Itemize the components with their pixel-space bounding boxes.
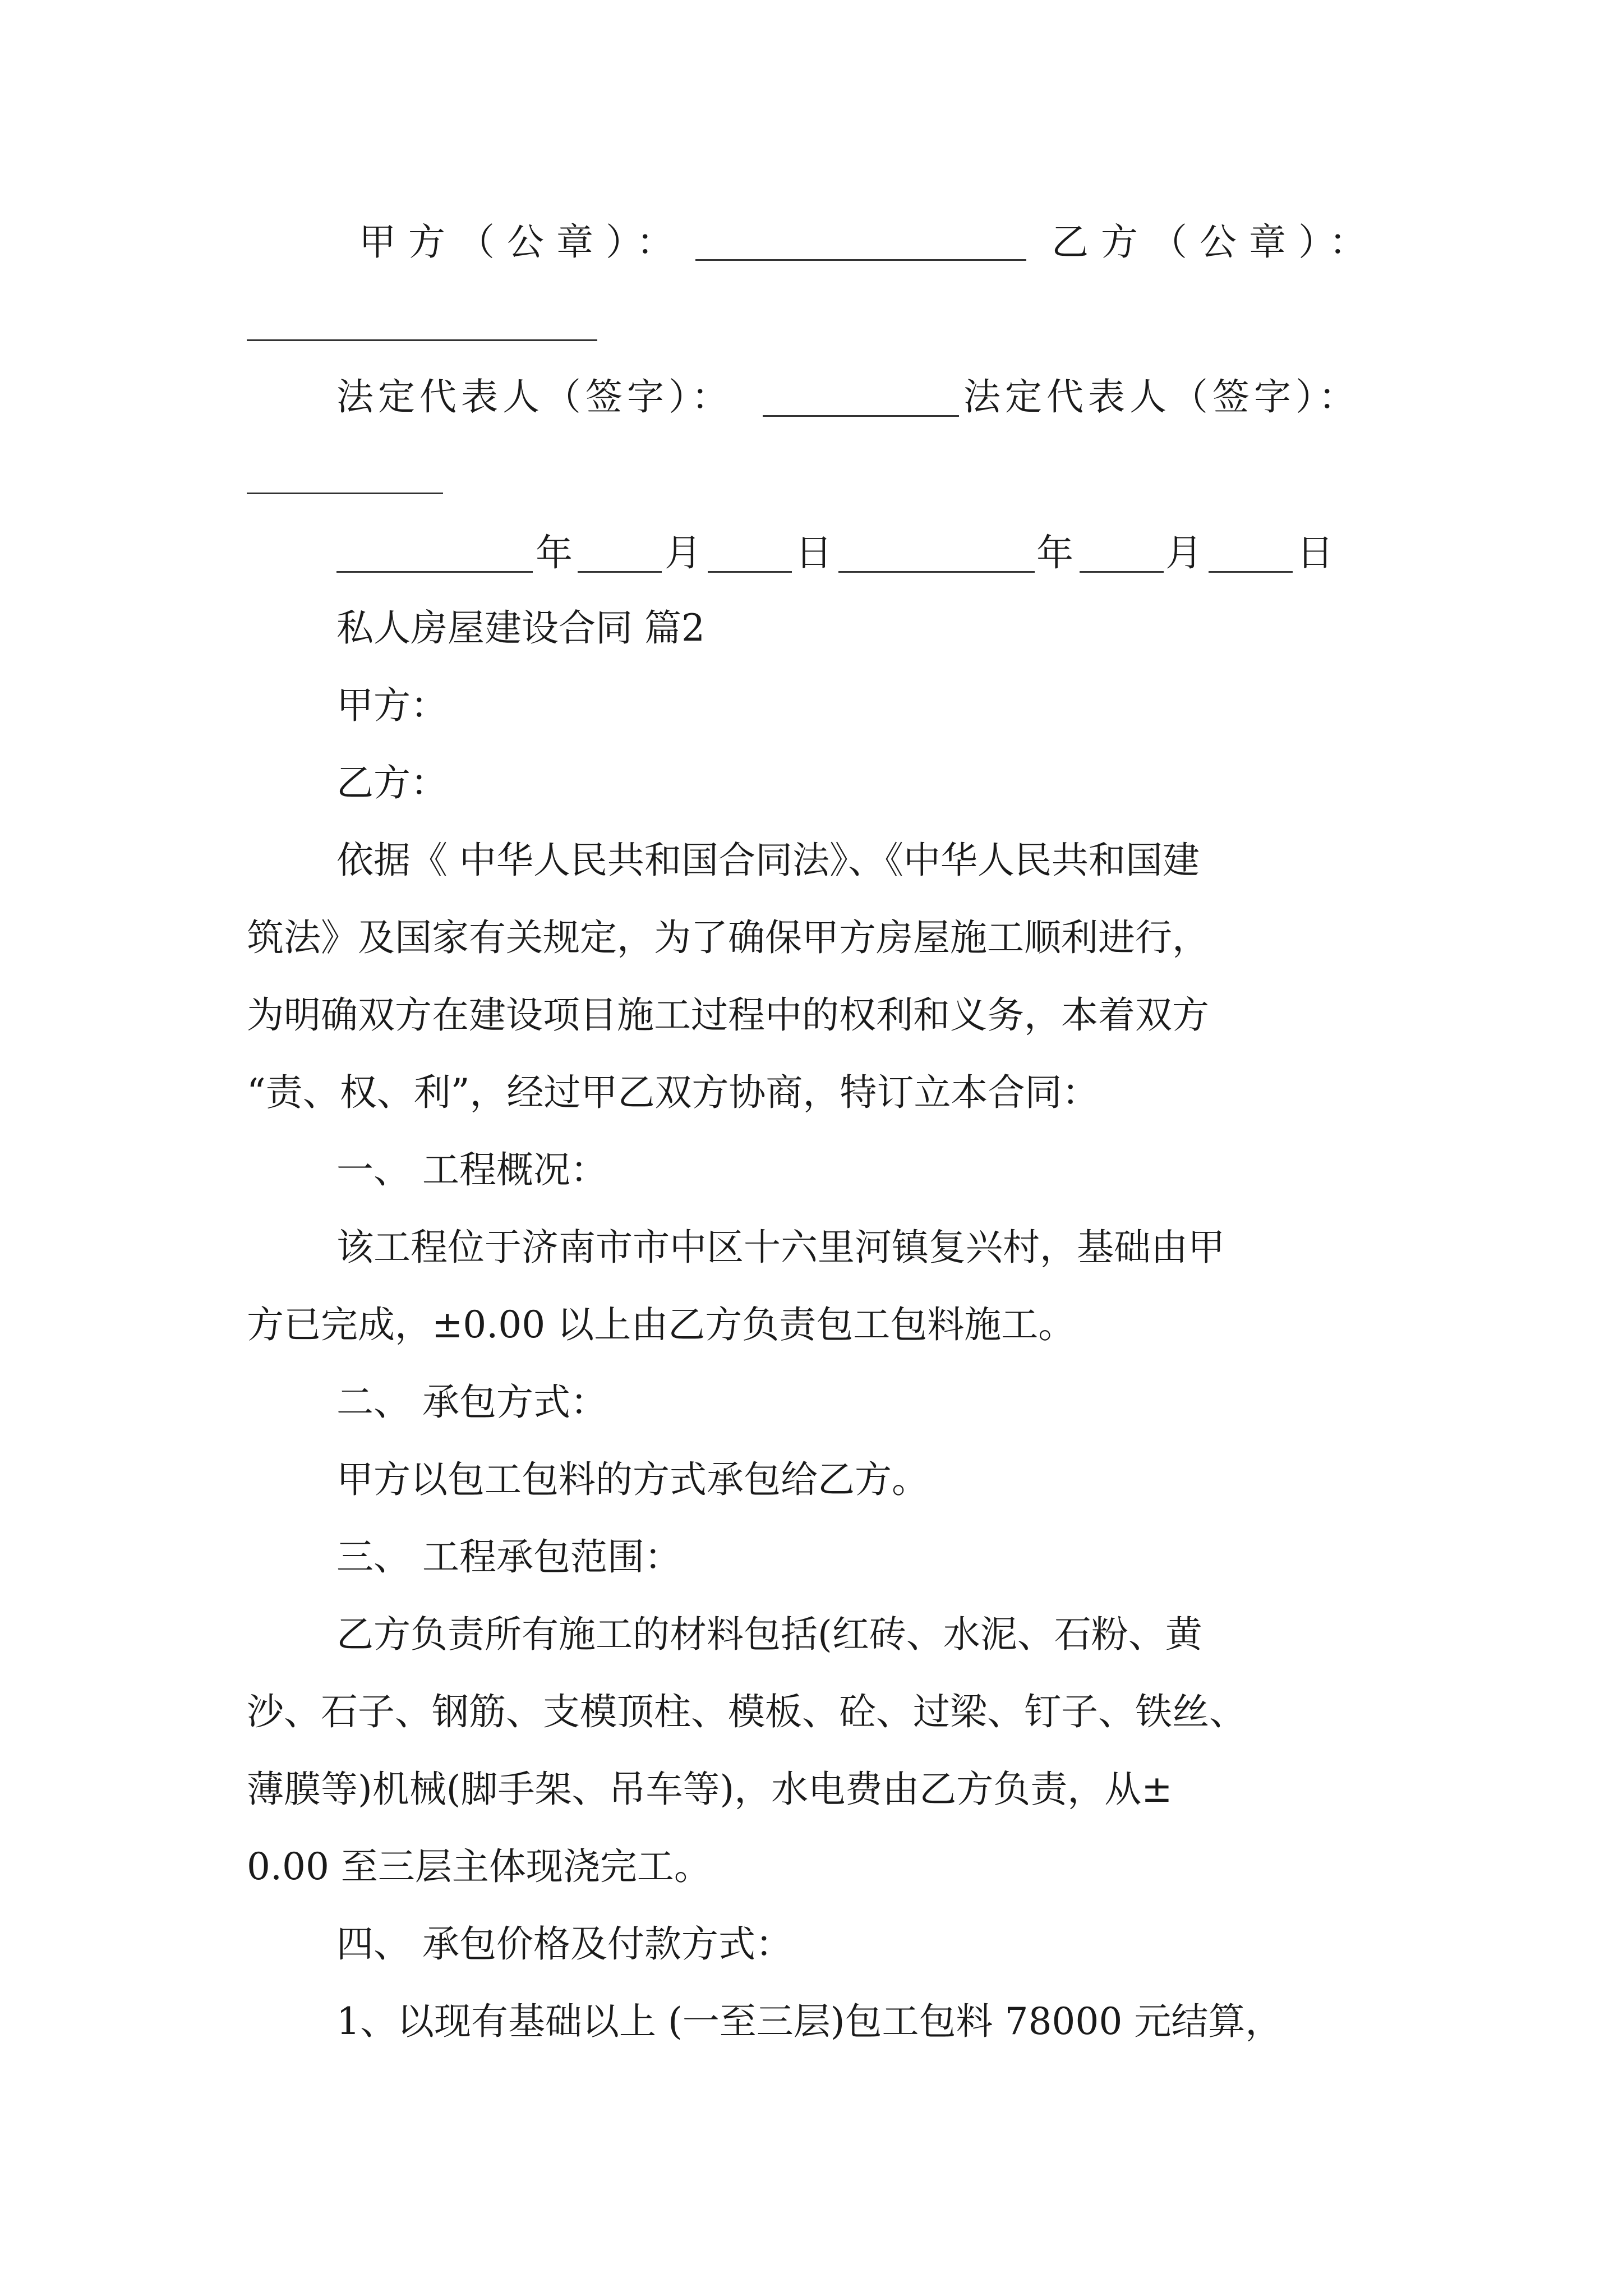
party-b-seal-label: 乙方（公章）： xyxy=(1052,220,1378,264)
section-3-line-2: 沙、石子、钢筋、支模顶柱、模板、砼、过梁、钉子、铁丝、 xyxy=(247,1690,1246,1733)
party-a-seal-label: 甲方（公章）： xyxy=(359,220,686,264)
intro-line-3: 为明确双方在建设项目施工过程中的权利和义务，本着双方 xyxy=(247,993,1209,1037)
party-a-line: 甲方： xyxy=(336,684,448,727)
date-a-day-blank[interactable] xyxy=(708,571,792,573)
date-a-month-blank[interactable] xyxy=(578,571,662,573)
rep-a-label: 法定代表人（签字）： xyxy=(336,375,733,418)
intro-line-4: “责、权、利”，经过甲乙双方协商，特订立本合同： xyxy=(247,1071,1099,1114)
date-a-month-label: 月 xyxy=(665,531,702,574)
party-b-seal-blank[interactable] xyxy=(247,339,597,341)
date-b-year-blank[interactable] xyxy=(838,571,1035,573)
rep-b-label: 法定代表人（签字）： xyxy=(963,375,1360,418)
section-1-line-1: 该工程位于济南市市中区十六里河镇复兴村，基础由甲 xyxy=(336,1226,1225,1269)
date-b-day-label: 日 xyxy=(1297,531,1334,574)
party-b-line: 乙方： xyxy=(336,761,448,804)
date-b-day-blank[interactable] xyxy=(1209,571,1293,573)
section-1-line-2: 方已完成，±0.00 以上由乙方负责包工包料施工。 xyxy=(247,1303,1076,1346)
section-2-body: 甲方以包工包料的方式承包给乙方。 xyxy=(336,1458,929,1501)
section-3-line-1: 乙方负责所有施工的材料包括(红砖、水泥、石粉、黄 xyxy=(336,1613,1202,1656)
date-a-day-label: 日 xyxy=(795,531,832,574)
rep-a-blank[interactable] xyxy=(763,415,959,417)
date-a-year-label: 年 xyxy=(536,531,573,574)
date-b-month-blank[interactable] xyxy=(1080,571,1164,573)
section-4-line-1: 1、以现有基础以上 (一至三层)包工包料 78000 元结算， xyxy=(336,2000,1283,2043)
rep-b-blank[interactable] xyxy=(247,493,443,494)
section-4-title: 四、 承包价格及付款方式： xyxy=(336,1922,792,1966)
intro-line-1: 依据《 中华人民共和国合同法》、《中华人民共和国建 xyxy=(336,839,1200,882)
section-1-title: 一、 工程概况： xyxy=(336,1148,607,1191)
intro-line-2: 筑法》及国家有关规定，为了确保甲方房屋施工顺利进行， xyxy=(247,916,1209,959)
section-3-title: 三、 工程承包范围： xyxy=(336,1535,681,1579)
section-3-line-4: 0.00 至三层主体现浇完工。 xyxy=(247,1845,711,1888)
section-2-title: 二、 承包方式： xyxy=(336,1381,607,1424)
section-3-line-3: 薄膜等)机械(脚手架、吊车等)，水电费由乙方负责，从± xyxy=(247,1768,1173,1811)
date-b-month-label: 月 xyxy=(1165,531,1202,574)
party-a-seal-blank[interactable] xyxy=(695,259,1026,261)
date-b-year-label: 年 xyxy=(1036,531,1073,574)
date-a-year-blank[interactable] xyxy=(336,571,533,573)
contract-heading: 私人房屋建设合同 篇2 xyxy=(336,606,705,650)
